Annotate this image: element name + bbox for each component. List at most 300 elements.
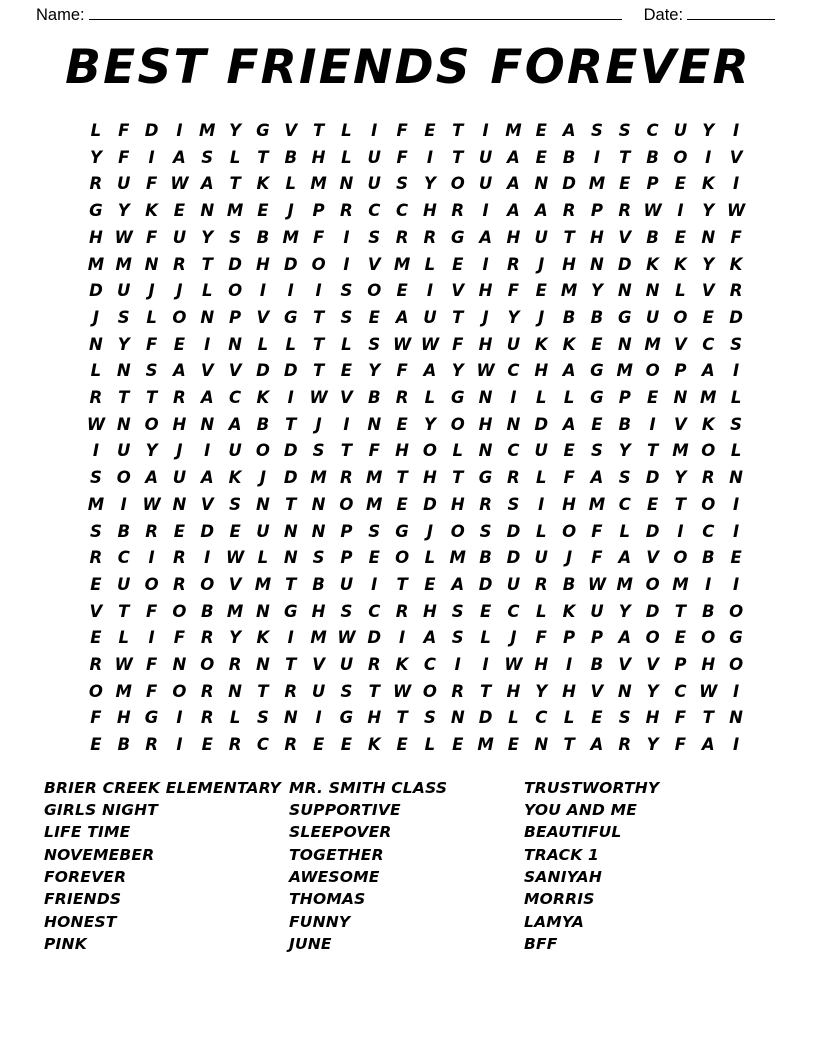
grid-cell[interactable]: R	[340, 201, 353, 221]
grid-cell[interactable]: K	[145, 201, 158, 221]
grid-cell[interactable]: C	[507, 441, 520, 461]
grid-cell[interactable]: N	[729, 708, 743, 728]
grid-cell[interactable]: V	[590, 681, 604, 701]
grid-cell[interactable]: A	[479, 227, 492, 247]
grid-cell[interactable]: S	[117, 307, 130, 327]
grid-cell[interactable]: N	[534, 174, 549, 194]
grid-cell[interactable]: S	[340, 281, 353, 301]
grid-cell[interactable]: O	[200, 655, 215, 675]
grid-cell[interactable]: V	[284, 121, 298, 140]
grid-cell[interactable]: R	[173, 254, 186, 274]
grid-cell[interactable]: V	[312, 655, 325, 675]
grid-cell[interactable]: M	[199, 121, 216, 140]
grid-cell[interactable]: O	[255, 441, 270, 461]
grid-cell[interactable]: W	[225, 548, 245, 568]
grid-cell[interactable]: K	[534, 334, 548, 354]
grid-cell[interactable]: E	[591, 334, 603, 354]
grid-cell[interactable]: U	[256, 521, 270, 541]
grid-cell[interactable]: R	[451, 681, 465, 701]
grid-cell[interactable]: I	[259, 281, 266, 301]
grid-cell[interactable]: L	[424, 388, 436, 408]
grid-cell[interactable]: U	[117, 174, 131, 194]
grid-cell[interactable]: H	[590, 227, 604, 247]
grid-cell[interactable]: T	[201, 254, 213, 274]
grid-cell[interactable]: O	[311, 254, 326, 274]
word-search-grid[interactable]	[82, 118, 750, 759]
grid-cell[interactable]: I	[204, 441, 211, 461]
grid-cell[interactable]: E	[396, 494, 408, 514]
grid-cell[interactable]: I	[733, 494, 740, 514]
grid-cell[interactable]: K	[395, 655, 409, 675]
grid-cell[interactable]: U	[506, 574, 521, 594]
grid-cell[interactable]: P	[563, 628, 576, 648]
grid-cell[interactable]: U	[423, 307, 437, 327]
grid-cell[interactable]: I	[287, 388, 294, 408]
grid-cell[interactable]: I	[287, 628, 294, 648]
grid-cell[interactable]: F	[452, 334, 464, 354]
word-list-item[interactable]: PINK	[44, 934, 87, 953]
grid-cell[interactable]: W	[114, 655, 133, 675]
grid-cell[interactable]: N	[673, 388, 688, 408]
grid-cell[interactable]: W	[170, 174, 189, 194]
grid-cell[interactable]: U	[367, 174, 381, 194]
name-input-line[interactable]	[89, 6, 622, 20]
grid-cell[interactable]: F	[145, 601, 158, 621]
grid-cell[interactable]: Y	[368, 361, 381, 381]
grid-cell[interactable]: L	[229, 708, 241, 728]
grid-cell[interactable]: Y	[618, 441, 631, 461]
grid-cell[interactable]: G	[339, 708, 354, 728]
grid-cell[interactable]: N	[144, 254, 159, 274]
grid-cell[interactable]: E	[452, 254, 464, 274]
word-list-item[interactable]: BFF	[524, 934, 558, 953]
grid-cell[interactable]: L	[563, 388, 575, 408]
grid-cell[interactable]: G	[89, 201, 103, 221]
grid-cell[interactable]: O	[422, 441, 437, 461]
grid-cell[interactable]: U	[339, 574, 354, 594]
grid-cell[interactable]: I	[538, 494, 545, 514]
grid-cell[interactable]: Y	[618, 601, 631, 621]
grid-cell[interactable]: H	[423, 468, 437, 488]
grid-cell[interactable]: A	[701, 361, 715, 381]
grid-cell[interactable]: R	[173, 388, 186, 408]
grid-cell[interactable]: T	[312, 307, 325, 327]
grid-cell[interactable]: P	[674, 655, 687, 675]
grid-cell[interactable]: U	[478, 147, 493, 167]
grid-cell[interactable]: R	[618, 201, 632, 221]
grid-cell[interactable]: K	[674, 254, 687, 274]
grid-cell[interactable]: U	[117, 441, 131, 461]
grid-cell[interactable]: E	[563, 441, 575, 461]
grid-cell[interactable]: T	[563, 735, 575, 755]
grid-cell[interactable]: T	[452, 121, 464, 140]
grid-cell[interactable]: Y	[674, 468, 687, 488]
grid-cell[interactable]: U	[478, 174, 493, 194]
grid-cell[interactable]: T	[340, 441, 353, 461]
word-list-item[interactable]: JUNE	[289, 934, 332, 953]
grid-cell[interactable]: I	[204, 334, 211, 354]
word-list-item[interactable]: SLEEPOVER	[289, 823, 392, 842]
grid-cell[interactable]: E	[368, 548, 380, 568]
grid-cell[interactable]: L	[535, 601, 547, 621]
grid-cell[interactable]: S	[201, 147, 214, 167]
grid-cell[interactable]: E	[368, 307, 380, 327]
grid-cell[interactable]: Y	[646, 735, 659, 755]
grid-cell[interactable]: S	[368, 521, 381, 541]
word-list-item[interactable]: AWESOME	[289, 868, 380, 887]
grid-cell[interactable]: E	[479, 601, 492, 621]
grid-cell[interactable]: B	[562, 574, 576, 594]
grid-cell[interactable]: E	[229, 521, 241, 541]
word-list-item[interactable]: FRIENDS	[44, 890, 122, 909]
grid-cell[interactable]: R	[395, 601, 409, 621]
grid-cell[interactable]: P	[674, 361, 687, 381]
grid-cell[interactable]: O	[673, 147, 688, 167]
grid-cell[interactable]: O	[228, 281, 243, 301]
grid-cell[interactable]: I	[371, 121, 378, 140]
grid-cell[interactable]: U	[534, 441, 548, 461]
grid-cell[interactable]: I	[176, 735, 183, 755]
grid-cell[interactable]: G	[617, 307, 632, 327]
grid-cell[interactable]: M	[87, 254, 105, 274]
grid-cell[interactable]: M	[672, 574, 689, 594]
grid-cell[interactable]: I	[343, 414, 350, 434]
grid-cell[interactable]: B	[117, 735, 131, 755]
grid-cell[interactable]: I	[148, 548, 155, 568]
grid-cell[interactable]: I	[593, 147, 600, 167]
grid-cell[interactable]: U	[590, 601, 604, 621]
grid-cell[interactable]: C	[368, 601, 381, 621]
grid-cell[interactable]: T	[312, 334, 325, 354]
grid-cell[interactable]: F	[396, 147, 408, 167]
grid-cell[interactable]: W	[643, 201, 662, 221]
grid-cell[interactable]: E	[90, 628, 102, 648]
grid-cell[interactable]: A	[618, 628, 632, 648]
grid-cell[interactable]: K	[562, 601, 576, 621]
grid-cell[interactable]: H	[395, 441, 409, 461]
grid-cell[interactable]: O	[367, 281, 382, 301]
grid-cell[interactable]: F	[368, 441, 380, 461]
grid-cell[interactable]: W	[142, 494, 161, 514]
grid-cell[interactable]: O	[172, 307, 187, 327]
grid-cell[interactable]: T	[118, 601, 130, 621]
grid-cell[interactable]: R	[562, 201, 576, 221]
grid-cell[interactable]: T	[118, 388, 130, 408]
grid-cell[interactable]: H	[423, 201, 437, 221]
grid-cell[interactable]: V	[340, 388, 353, 408]
grid-cell[interactable]: L	[535, 521, 547, 541]
grid-cell[interactable]: I	[120, 494, 127, 514]
grid-cell[interactable]: L	[341, 334, 352, 354]
grid-cell[interactable]: S	[730, 334, 743, 354]
grid-cell[interactable]: N	[478, 441, 493, 461]
grid-cell[interactable]: I	[566, 655, 573, 675]
grid-cell[interactable]: B	[646, 147, 659, 167]
grid-cell[interactable]: F	[591, 521, 603, 541]
word-list-item[interactable]: BRIER CREEK ELEMENTARY	[44, 778, 281, 797]
grid-cell[interactable]: L	[535, 388, 547, 408]
grid-cell[interactable]: R	[479, 494, 492, 514]
grid-cell[interactable]: D	[228, 254, 242, 274]
grid-cell[interactable]: N	[116, 414, 131, 434]
grid-cell[interactable]: H	[645, 708, 660, 728]
grid-cell[interactable]: R	[145, 521, 158, 541]
grid-cell[interactable]: E	[173, 201, 186, 221]
grid-cell[interactable]: T	[257, 681, 269, 701]
grid-cell[interactable]: I	[733, 174, 740, 194]
grid-cell[interactable]: C	[535, 708, 548, 728]
grid-cell[interactable]: N	[200, 414, 215, 434]
grid-cell[interactable]: T	[285, 655, 297, 675]
grid-cell[interactable]: Y	[702, 201, 715, 221]
grid-cell[interactable]: T	[312, 361, 325, 381]
grid-cell[interactable]: T	[229, 174, 241, 194]
grid-cell[interactable]: M	[254, 574, 272, 594]
grid-cell[interactable]: S	[368, 227, 381, 247]
grid-cell[interactable]: S	[618, 468, 631, 488]
grid-cell[interactable]: O	[729, 655, 744, 675]
grid-cell[interactable]: U	[506, 334, 521, 354]
grid-cell[interactable]: R	[284, 735, 298, 755]
grid-cell[interactable]: E	[90, 574, 102, 594]
grid-cell[interactable]: B	[562, 147, 576, 167]
grid-cell[interactable]: W	[392, 681, 412, 701]
grid-cell[interactable]: S	[312, 548, 325, 568]
grid-cell[interactable]: T	[368, 681, 380, 701]
grid-cell[interactable]: R	[507, 468, 520, 488]
grid-cell[interactable]: O	[144, 574, 159, 594]
grid-cell[interactable]: O	[450, 414, 465, 434]
grid-cell[interactable]: K	[701, 174, 715, 194]
word-list-item[interactable]: TRACK 1	[524, 845, 599, 864]
grid-cell[interactable]: M	[588, 494, 606, 514]
word-list-item[interactable]: FOREVER	[44, 868, 127, 887]
grid-cell[interactable]: N	[701, 227, 716, 247]
grid-cell[interactable]: L	[730, 441, 742, 461]
grid-cell[interactable]: H	[562, 494, 576, 514]
grid-cell[interactable]: U	[228, 441, 242, 461]
grid-cell[interactable]: E	[173, 521, 186, 541]
grid-cell[interactable]: U	[367, 147, 381, 167]
grid-cell[interactable]: V	[451, 281, 465, 301]
grid-cell[interactable]: J	[566, 548, 573, 568]
grid-cell[interactable]: T	[452, 147, 464, 167]
grid-cell[interactable]: M	[700, 388, 717, 408]
grid-cell[interactable]: M	[226, 601, 244, 621]
grid-cell[interactable]: U	[673, 121, 688, 140]
grid-cell[interactable]: W	[699, 681, 718, 701]
word-list-item[interactable]: BEAUTIFUL	[524, 823, 622, 842]
grid-cell[interactable]: B	[562, 307, 576, 327]
grid-cell[interactable]: L	[563, 708, 575, 728]
grid-cell[interactable]: K	[367, 735, 381, 755]
grid-cell[interactable]: A	[173, 147, 186, 167]
grid-cell[interactable]: D	[283, 254, 298, 274]
grid-cell[interactable]: A	[423, 361, 437, 381]
grid-cell[interactable]: D	[256, 361, 270, 381]
grid-cell[interactable]: N	[228, 681, 242, 701]
grid-cell[interactable]: R	[228, 735, 242, 755]
grid-cell[interactable]: I	[510, 388, 517, 408]
grid-cell[interactable]: I	[482, 254, 489, 274]
grid-cell[interactable]: V	[618, 227, 632, 247]
grid-cell[interactable]: I	[733, 681, 740, 701]
grid-cell[interactable]: V	[701, 281, 715, 301]
grid-cell[interactable]: C	[368, 201, 381, 221]
grid-cell[interactable]: L	[341, 147, 352, 167]
grid-cell[interactable]: N	[256, 494, 270, 514]
grid-cell[interactable]: I	[733, 121, 740, 140]
grid-cell[interactable]: R	[173, 548, 186, 568]
grid-cell[interactable]: Y	[423, 414, 436, 434]
grid-cell[interactable]: I	[705, 574, 712, 594]
grid-cell[interactable]: F	[118, 147, 130, 167]
grid-cell[interactable]: S	[229, 227, 242, 247]
grid-cell[interactable]: C	[117, 548, 130, 568]
grid-cell[interactable]: N	[590, 254, 604, 274]
grid-cell[interactable]: S	[89, 468, 102, 488]
grid-cell[interactable]: B	[590, 655, 604, 675]
grid-cell[interactable]: S	[340, 681, 353, 701]
grid-cell[interactable]: I	[733, 574, 740, 594]
grid-cell[interactable]: K	[562, 334, 576, 354]
grid-cell[interactable]: O	[172, 601, 187, 621]
grid-cell[interactable]: A	[701, 735, 715, 755]
grid-cell[interactable]: N	[283, 708, 298, 728]
grid-cell[interactable]: I	[399, 628, 406, 648]
grid-cell[interactable]: S	[479, 521, 492, 541]
grid-cell[interactable]: J	[176, 281, 183, 301]
grid-cell[interactable]: B	[646, 227, 659, 247]
grid-cell[interactable]: H	[172, 414, 187, 434]
grid-cell[interactable]: T	[674, 494, 687, 514]
grid-cell[interactable]: T	[396, 468, 408, 488]
grid-cell[interactable]: N	[89, 334, 103, 354]
grid-cell[interactable]: U	[172, 468, 187, 488]
grid-cell[interactable]: T	[396, 708, 408, 728]
grid-cell[interactable]: C	[423, 655, 436, 675]
grid-cell[interactable]: G	[450, 227, 465, 247]
grid-cell[interactable]: L	[201, 281, 213, 301]
grid-cell[interactable]: N	[617, 334, 632, 354]
grid-cell[interactable]: A	[507, 174, 520, 194]
grid-cell[interactable]: I	[733, 735, 740, 755]
grid-cell[interactable]: G	[590, 361, 604, 381]
grid-cell[interactable]: N	[116, 361, 131, 381]
grid-cell[interactable]: B	[590, 307, 604, 327]
grid-cell[interactable]: G	[450, 388, 465, 408]
word-list-item[interactable]: FUNNY	[289, 912, 351, 931]
grid-cell[interactable]: I	[649, 414, 656, 434]
grid-cell[interactable]: B	[256, 227, 270, 247]
grid-cell[interactable]: T	[396, 574, 408, 594]
grid-cell[interactable]: J	[538, 307, 545, 327]
grid-cell[interactable]: H	[478, 281, 493, 301]
grid-cell[interactable]: G	[256, 121, 270, 140]
grid-cell[interactable]: L	[285, 174, 296, 194]
grid-cell[interactable]: Y	[145, 441, 158, 461]
grid-cell[interactable]: E	[591, 708, 603, 728]
grid-cell[interactable]: N	[478, 388, 493, 408]
grid-cell[interactable]: F	[145, 334, 158, 354]
grid-cell[interactable]: E	[646, 388, 659, 408]
grid-cell[interactable]: P	[340, 521, 353, 541]
grid-cell[interactable]: M	[366, 494, 383, 514]
grid-cell[interactable]: M	[115, 254, 132, 274]
grid-cell[interactable]: H	[311, 601, 326, 621]
grid-cell[interactable]: H	[701, 655, 716, 675]
grid-cell[interactable]: A	[145, 468, 158, 488]
grid-cell[interactable]: L	[675, 281, 686, 301]
grid-cell[interactable]: N	[729, 468, 743, 488]
grid-cell[interactable]: S	[312, 441, 325, 461]
grid-cell[interactable]: P	[590, 628, 603, 648]
word-list-item[interactable]: YOU AND ME	[524, 801, 638, 820]
word-list-item[interactable]: LIFE TIME	[44, 823, 131, 842]
grid-cell[interactable]: Y	[89, 147, 102, 167]
grid-cell[interactable]: A	[534, 201, 548, 221]
grid-cell[interactable]: W	[86, 414, 106, 434]
grid-cell[interactable]: N	[534, 735, 549, 755]
grid-cell[interactable]: G	[590, 388, 604, 408]
grid-cell[interactable]: M	[644, 334, 661, 354]
grid-cell[interactable]: L	[535, 468, 547, 488]
grid-cell[interactable]: B	[479, 548, 492, 568]
word-list-item[interactable]: TRUSTWORTHY	[524, 778, 660, 797]
grid-cell[interactable]: E	[312, 735, 325, 755]
grid-cell[interactable]: U	[117, 281, 131, 301]
grid-cell[interactable]: A	[200, 174, 214, 194]
grid-cell[interactable]: A	[590, 735, 604, 755]
grid-cell[interactable]: W	[587, 574, 607, 594]
grid-cell[interactable]: U	[311, 681, 326, 701]
grid-cell[interactable]: L	[118, 628, 129, 648]
grid-cell[interactable]: V	[674, 414, 687, 434]
grid-cell[interactable]: T	[646, 441, 659, 461]
grid-cell[interactable]: S	[451, 601, 464, 621]
grid-cell[interactable]: V	[200, 494, 214, 514]
grid-cell[interactable]: R	[423, 227, 437, 247]
grid-cell[interactable]: U	[172, 227, 187, 247]
grid-cell[interactable]: N	[256, 655, 270, 675]
grid-cell[interactable]: D	[729, 307, 743, 327]
grid-cell[interactable]: E	[396, 414, 408, 434]
grid-cell[interactable]: F	[118, 121, 130, 140]
grid-cell[interactable]: O	[562, 521, 577, 541]
grid-cell[interactable]: S	[451, 628, 464, 648]
grid-cell[interactable]: G	[478, 468, 493, 488]
grid-cell[interactable]: H	[534, 361, 549, 381]
grid-cell[interactable]: N	[256, 601, 270, 621]
grid-cell[interactable]: M	[310, 468, 327, 488]
grid-cell[interactable]: Y	[201, 227, 214, 247]
grid-cell[interactable]: E	[535, 121, 547, 140]
grid-cell[interactable]: M	[616, 574, 633, 594]
grid-cell[interactable]: N	[506, 414, 521, 434]
grid-cell[interactable]: L	[508, 708, 519, 728]
grid-cell[interactable]: F	[145, 227, 158, 247]
grid-cell[interactable]: W	[504, 655, 523, 675]
grid-cell[interactable]: F	[674, 735, 687, 755]
grid-cell[interactable]: E	[396, 735, 408, 755]
grid-cell[interactable]: O	[339, 494, 354, 514]
grid-cell[interactable]: H	[478, 334, 493, 354]
grid-cell[interactable]: R	[89, 548, 103, 568]
grid-cell[interactable]: A	[200, 468, 214, 488]
grid-cell[interactable]: R	[145, 735, 158, 755]
grid-cell[interactable]: K	[256, 174, 270, 194]
grid-cell[interactable]: U	[339, 655, 354, 675]
